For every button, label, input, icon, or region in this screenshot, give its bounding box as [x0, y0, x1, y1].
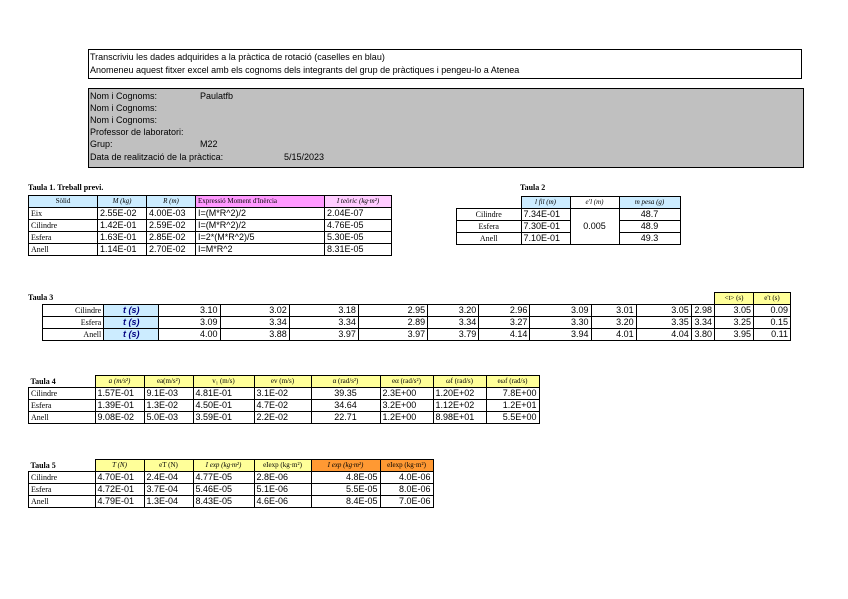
- t1-row0-expr[interactable]: I=(M*R^2)/2: [196, 208, 325, 220]
- t4-row2-ealpha[interactable]: 1.2E+00: [380, 412, 433, 424]
- t4-row1-ev[interactable]: 4.7E-02: [254, 400, 311, 412]
- taula4-title: Taula 4: [30, 376, 56, 386]
- t3-row1-v7[interactable]: 3.20: [591, 317, 636, 329]
- t3-row0-mean[interactable]: 3.05: [715, 305, 754, 317]
- t1-row2-i[interactable]: 5.30E-05: [325, 232, 392, 244]
- t4-row1-ea[interactable]: 1.3E-02: [144, 400, 193, 412]
- t5-row0-et[interactable]: 2.4E-04: [144, 472, 193, 484]
- data-label: Data de realització de la pràctica:: [90, 152, 224, 162]
- t1-row0-m[interactable]: 2.55E-02: [98, 208, 147, 220]
- t4-row1-ealpha[interactable]: 3.2E+00: [380, 400, 433, 412]
- t2-header-mpesa: m pesa (g): [619, 197, 680, 209]
- t3-row0-v5[interactable]: 2.96: [479, 305, 530, 317]
- t3-row0-v2[interactable]: 3.18: [289, 305, 358, 317]
- taula2-table: [456, 196, 681, 245]
- group-info-box: [88, 88, 804, 168]
- t4-row2-name: Anell: [29, 412, 96, 424]
- t4-row0-a[interactable]: 1.57E-01: [95, 388, 144, 400]
- t5-row0-eiexp1[interactable]: 2.8E-06: [254, 472, 311, 484]
- t2-header-el: e'l (m): [570, 197, 619, 209]
- t4-row1-name: Esfera: [29, 400, 96, 412]
- t5-row2-iexp2[interactable]: 8.4E-05: [311, 496, 380, 508]
- t4-header-a: a (m/s²): [95, 376, 144, 388]
- t5-row1-eiexp2[interactable]: 8.0E-06: [380, 484, 433, 496]
- t5-row1-eiexp1[interactable]: 5.1E-06: [254, 484, 311, 496]
- instructions-line-1: Transcriviu les dades adquirides a la pràctica de rotació (caselles en blau): [90, 52, 385, 62]
- t5-header-eiexp1: eIexp (kg·m²): [254, 460, 311, 472]
- t5-row1-iexp1[interactable]: 5.46E-05: [193, 484, 254, 496]
- t2-row0-lfil[interactable]: 7.34E-01: [521, 209, 570, 221]
- t1-row1-r[interactable]: 2.59E-02: [147, 220, 196, 232]
- t4-header-wf: ωf (rad/s): [433, 376, 486, 388]
- t3-row2-v0[interactable]: 4.00: [159, 329, 220, 341]
- t4-row2-ea[interactable]: 5.0E-03: [144, 412, 193, 424]
- t1-row2-r[interactable]: 2.85E-02: [147, 232, 196, 244]
- t5-header-iexp2: I exp (kg·m²): [311, 460, 380, 472]
- taula5-table: [28, 459, 434, 508]
- t5-header-iexp1: I exp (kg·m²): [193, 460, 254, 472]
- t4-header-v: v₁ (m/s): [193, 376, 254, 388]
- t5-row1-t[interactable]: 4.72E-01: [95, 484, 144, 496]
- t3-row1-v5[interactable]: 3.27: [479, 317, 530, 329]
- taula1-title: Taula 1. Treball previ.: [28, 183, 104, 192]
- t4-row1-alpha[interactable]: 34.64: [311, 400, 380, 412]
- t4-row2-v[interactable]: 3.59E-01: [193, 412, 254, 424]
- t5-row0-t[interactable]: 4.70E-01: [95, 472, 144, 484]
- t5-row0-iexp2[interactable]: 4.8E-05: [311, 472, 380, 484]
- t3-row2-v7[interactable]: 4.01: [591, 329, 636, 341]
- t5-row1-name: Esfera: [29, 484, 96, 496]
- t3-row0-v7[interactable]: 3.01: [591, 305, 636, 317]
- t4-row2-a[interactable]: 9.08E-02: [95, 412, 144, 424]
- t4-row0-name: Cilindre: [29, 388, 96, 400]
- t4-header-ewf: eωf (rad/s): [486, 376, 539, 388]
- t3-row2-v5[interactable]: 4.14: [479, 329, 530, 341]
- t4-row2-ev[interactable]: 2.2E-02: [254, 412, 311, 424]
- t1-row2-m[interactable]: 1.63E-01: [98, 232, 147, 244]
- t1-row1-expr[interactable]: I=(M*R^2)/2: [196, 220, 325, 232]
- t1-row0-r[interactable]: 4.00E-03: [147, 208, 196, 220]
- t1-row1-name: Cilindre: [29, 220, 98, 232]
- t3-row2-v1[interactable]: 3.88: [220, 329, 289, 341]
- t3-row0-v0[interactable]: 3.10: [159, 305, 220, 317]
- t4-row1-a[interactable]: 1.39E-01: [95, 400, 144, 412]
- t4-header-alpha: α (rad/s²): [311, 376, 380, 388]
- t3-row2-tlabel: t (s): [104, 329, 159, 341]
- t5-row1-iexp2[interactable]: 5.5E-05: [311, 484, 380, 496]
- t3-row1-err[interactable]: 0.15: [754, 317, 791, 329]
- t3-row1-v6[interactable]: 3.30: [530, 317, 591, 329]
- t3-row1-v0[interactable]: 3.09: [159, 317, 220, 329]
- t1-row2-expr[interactable]: I=2*(M*R^2)/5: [196, 232, 325, 244]
- t4-header-ealpha: eα (rad/s²): [380, 376, 433, 388]
- t3-row0-name: Cilindre: [43, 305, 104, 317]
- t1-row3-name: Anell: [29, 244, 98, 256]
- t2-row1-mpesa[interactable]: 48.9: [619, 221, 680, 233]
- t4-row0-ea[interactable]: 9.1E-03: [144, 388, 193, 400]
- t3-row0-v8[interactable]: 3.05: [636, 305, 691, 317]
- t1-row0-i[interactable]: 2.04E-07: [325, 208, 392, 220]
- t4-row0-ealpha[interactable]: 2.3E+00: [380, 388, 433, 400]
- t2-row1-lfil[interactable]: 7.30E-01: [521, 221, 570, 233]
- t3-row0-tlabel: t (s): [104, 305, 159, 317]
- t3-row0-v9[interactable]: 2.98: [691, 305, 714, 317]
- t3-row0-v4[interactable]: 3.20: [428, 305, 479, 317]
- t3-row1-v3[interactable]: 2.89: [358, 317, 427, 329]
- data-value[interactable]: 5/15/2023: [284, 152, 325, 162]
- t4-row1-wf[interactable]: 1.12E+02: [433, 400, 486, 412]
- t3-row2-name: Anell: [43, 329, 104, 341]
- t4-row2-ewf[interactable]: 5.5E+00: [486, 412, 539, 424]
- t4-row2-wf[interactable]: 8.98E+01: [433, 412, 486, 424]
- t4-header-ev: ev (m/s): [254, 376, 311, 388]
- t5-header-t: T (N): [95, 460, 144, 472]
- t3-row2-v8[interactable]: 4.04: [636, 329, 691, 341]
- t1-header-solid: Sòlid: [29, 196, 98, 208]
- taula3-title: Taula 3: [28, 293, 54, 302]
- t3-row1-v8[interactable]: 3.35: [636, 317, 691, 329]
- t3-row2-v3[interactable]: 3.97: [358, 329, 427, 341]
- t5-row2-name: Anell: [29, 496, 96, 508]
- t5-row2-et[interactable]: 1.3E-04: [144, 496, 193, 508]
- taula5-title: Taula 5: [30, 460, 56, 470]
- t4-row0-wf[interactable]: 1.20E+02: [433, 388, 486, 400]
- professor-label: Professor de laboratori:: [90, 127, 184, 137]
- t5-row2-eiexp1[interactable]: 4.6E-06: [254, 496, 311, 508]
- t1-row3-m[interactable]: 1.14E-01: [98, 244, 147, 256]
- t5-row2-eiexp2[interactable]: 7.0E-06: [380, 496, 433, 508]
- t5-row0-name: Cilindre: [29, 472, 96, 484]
- taula3-table: [28, 292, 791, 341]
- t5-row0-eiexp2[interactable]: 4.0E-06: [380, 472, 433, 484]
- grup-label: Grup:: [90, 139, 113, 149]
- t1-row0-name: Eix: [29, 208, 98, 220]
- t4-row0-v[interactable]: 4.81E-01: [193, 388, 254, 400]
- t3-row0-err[interactable]: 0.09: [754, 305, 791, 317]
- grup-value[interactable]: M22: [200, 139, 218, 149]
- t3-row2-mean[interactable]: 3.95: [715, 329, 754, 341]
- t4-row1-v[interactable]: 4.50E-01: [193, 400, 254, 412]
- t1-header-expr: Expressió Moment d'Inèrcia: [196, 196, 325, 208]
- t2-row2-mpesa[interactable]: 49.3: [619, 233, 680, 245]
- t5-header-eiexp2: eIexp (kg·m²): [380, 460, 433, 472]
- t1-header-m: M (kg): [98, 196, 147, 208]
- t4-header-ea: ea(m/s²): [144, 376, 193, 388]
- t3-row2-v4[interactable]: 3.79: [428, 329, 479, 341]
- t4-row1-ewf[interactable]: 1.2E+01: [486, 400, 539, 412]
- t5-header-et: eT (N): [144, 460, 193, 472]
- t5-row0-iexp1[interactable]: 4.77E-05: [193, 472, 254, 484]
- t1-row1-i[interactable]: 4.76E-05: [325, 220, 392, 232]
- t3-row2-v2[interactable]: 3.97: [289, 329, 358, 341]
- t2-err[interactable]: 0.005: [570, 209, 619, 245]
- t4-row0-alpha[interactable]: 39.35: [311, 388, 380, 400]
- t2-row2-name: Anell: [457, 233, 522, 245]
- t1-header-iteo: I teòric (kg·m²): [325, 196, 392, 208]
- taula4-table: [28, 375, 540, 424]
- t3-row1-v4[interactable]: 3.34: [428, 317, 479, 329]
- t3-header-err: e't (s): [754, 293, 791, 305]
- taula1-table: [28, 195, 392, 256]
- t3-row2-v9[interactable]: 3.80: [691, 329, 714, 341]
- t3-row0-v6[interactable]: 3.09: [530, 305, 591, 317]
- instructions-line-2: Anomeneu aquest fitxer excel amb els cognoms dels integrants del grup de pràctiques i pengeu-lo a Atenea: [90, 65, 520, 75]
- t2-row2-lfil[interactable]: 7.10E-01: [521, 233, 570, 245]
- t3-row1-mean[interactable]: 3.25: [715, 317, 754, 329]
- t5-row1-et[interactable]: 3.7E-04: [144, 484, 193, 496]
- t2-header-lfil: l fil (m): [521, 197, 570, 209]
- t1-row2-name: Esfera: [29, 232, 98, 244]
- t4-row2-alpha[interactable]: 22.71: [311, 412, 380, 424]
- t1-header-r: R (m): [147, 196, 196, 208]
- t2-row0-mpesa[interactable]: 48.7: [619, 209, 680, 221]
- t3-row2-err[interactable]: 0.11: [754, 329, 791, 341]
- t3-row1-v1[interactable]: 3.34: [220, 317, 289, 329]
- t4-row0-ev[interactable]: 3.1E-02: [254, 388, 311, 400]
- t3-row0-v1[interactable]: 3.02: [220, 305, 289, 317]
- taula2-title: Taula 2: [520, 183, 546, 192]
- t1-row1-m[interactable]: 1.42E-01: [98, 220, 147, 232]
- t3-row1-v9[interactable]: 3.34: [691, 317, 714, 329]
- t4-row0-ewf[interactable]: 7.8E+00: [486, 388, 539, 400]
- t3-row0-v3[interactable]: 2.95: [358, 305, 427, 317]
- t2-row0-name: Cilindre: [457, 209, 522, 221]
- t1-row3-expr[interactable]: I=M*R^2: [196, 244, 325, 256]
- t3-row1-v2[interactable]: 3.34: [289, 317, 358, 329]
- nom-label-3: Nom i Cognoms:: [90, 115, 158, 125]
- t3-row1-tlabel: t (s): [104, 317, 159, 329]
- t5-row2-iexp1[interactable]: 8.43E-05: [193, 496, 254, 508]
- t3-row1-name: Esfera: [43, 317, 104, 329]
- nom-label-1: Nom i Cognoms:: [90, 91, 158, 101]
- t5-row2-t[interactable]: 4.79E-01: [95, 496, 144, 508]
- t1-row3-r[interactable]: 2.70E-02: [147, 244, 196, 256]
- nom-value-1[interactable]: Paulatfb: [200, 91, 234, 101]
- t3-header-mean: <t> (s): [715, 293, 754, 305]
- t2-row1-name: Esfera: [457, 221, 522, 233]
- t1-row3-i[interactable]: 8.31E-05: [325, 244, 392, 256]
- t3-row2-v6[interactable]: 3.94: [530, 329, 591, 341]
- instructions-box: [88, 49, 802, 79]
- nom-label-2: Nom i Cognoms:: [90, 103, 158, 113]
